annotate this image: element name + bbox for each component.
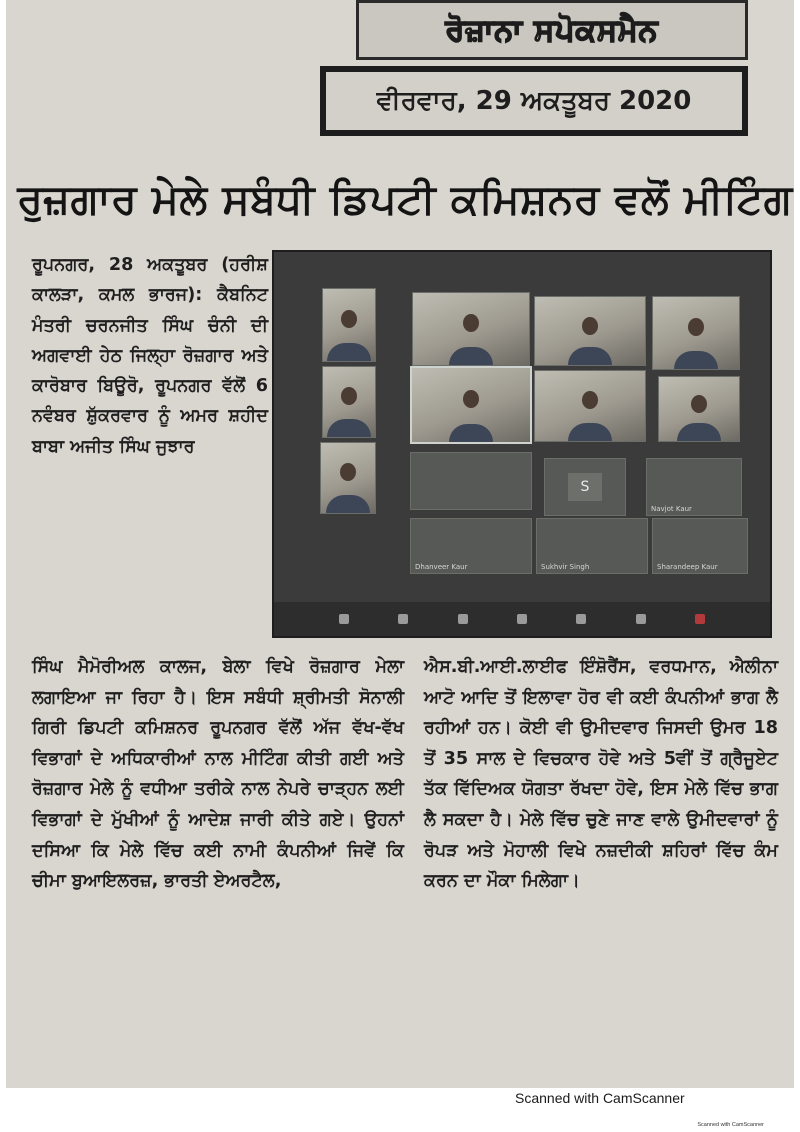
masthead-title: ਰੋਜ਼ਾਨਾ ਸਪੋਕਸਮੈਨ xyxy=(445,12,659,48)
headline-area xyxy=(17,152,793,246)
participant-name: Navjot Kaur xyxy=(651,505,692,513)
active-speaker-tile xyxy=(410,366,532,444)
participant-tile xyxy=(646,458,742,516)
record-icon xyxy=(636,614,646,624)
chat-icon xyxy=(517,614,527,624)
participant-tile xyxy=(652,518,748,574)
end-call-icon xyxy=(695,614,705,624)
participant-tile xyxy=(412,292,530,366)
scanner-small-watermark: Scanned with CamScanner xyxy=(697,1122,764,1128)
share-screen-icon xyxy=(576,614,586,624)
participant-initial: S xyxy=(568,473,602,501)
participants-icon xyxy=(458,614,468,624)
participant-initial-tile xyxy=(544,458,626,516)
newspaper-masthead xyxy=(356,0,748,60)
publication-date: ਵੀਰਵਾਰ, 29 ਅਕਤੂਬਰ 2020 xyxy=(376,85,692,116)
participant-name: Sharandeep Kaur xyxy=(657,563,718,571)
microphone-icon xyxy=(339,614,349,624)
participant-tile xyxy=(322,288,376,362)
participant-tile xyxy=(320,442,376,514)
participant-tile xyxy=(652,296,740,370)
article-right-column: ਐਸ.ਬੀ.ਆਈ.ਲਾਈਫ ਇੰਸ਼ੋਰੈਂਸ, ਵਰਧਮਾਨ, ਐਲੀਨਾ ਆਟੋ ਆਦਿ ਤੋਂ ਇਲਾਵਾ ਹੋਰ ਵੀ ਕਈ ਕੰਪਨੀਆਂ ਭਾਗ ਲੈ ਰਹੀਆਂ ਹਨ। ਕੋਈ ਵੀ ਉਮੀਦਵਾਰ ਜਿਸਦੀ ਉਮਰ 18 ਤੋਂ 35 ਸਾਲ ਦੇ ਵਿਚਕਾਰ ਹੋਵੇ ਅਤੇ 5ਵੀਂ ਤੋਂ ਗ੍ਰੈਜੂਏਟ ਤੱਕ ਵਿੱਦਿਅਕ ਯੋਗਤਾ ਰੱਖਦਾ ਹੋਵੇ, ਇਸ ਮੇਲੇ ਵਿੱਚ ਭਾਗ ਲੈ ਸਕਦਾ ਹੈ। ਮੇਲੇ ਵਿੱਚ ਚੁਣੇ ਜਾਣ ਵਾਲੇ ਉਮੀਦਵਾਰਾਂ ਨੂੰ ਰੋਪੜ ਅਤੇ ਮੋਹਾਲੀ ਵਿਖੇ ਨਜ਼ਦੀਕੀ ਸ਼ਹਿਰਾਂ ਵਿੱਚ ਕੰਮ ਕਰਨ ਦਾ ਮੌਕਾ ਮਿਲੇਗਾ। xyxy=(424,657,778,892)
meeting-toolbar xyxy=(274,602,770,636)
participant-tile xyxy=(536,518,648,574)
scanner-watermark: Scanned with CamScanner xyxy=(515,1090,685,1106)
video-camera-icon xyxy=(398,614,408,624)
newspaper-clipping xyxy=(6,0,794,1088)
article-intro: ਰੂਪਨਗਰ, 28 ਅਕਤੂਬਰ (ਹਰੀਸ਼ ਕਾਲੜਾ, ਕਮਲ ਭਾਰਜ): ਕੈਬਨਿਟ ਮੰਤਰੀ ਚਰਨਜੀਤ ਸਿੰਘ ਚੰਨੀ ਦੀ ਅਗਵਾਈ ਹੇਠ ਜਿਲ੍ਹਾ ਰੋਜ਼ਗਾਰ ਅਤੇ ਕਾਰੋਬਾਰ ਬਿਊਰੋ, ਰੂਪਨਗਰ ਵੱਲੋਂ 6 ਨਵੰਬਰ ਸ਼ੁੱਕਰਵਾਰ ਨੂੰ ਅਮਰ ਸ਼ਹੀਦ ਬਾਬਾ ਅਜੀਤ ਸਿੰਘ ਜੁਝਾਰ xyxy=(32,255,268,457)
participant-tile xyxy=(410,452,532,510)
article-left-column: ਸਿੰਘ ਮੈਮੋਰੀਅਲ ਕਾਲਜ, ਬੇਲਾ ਵਿਖੇ ਰੋਜ਼ਗਾਰ ਮੇਲਾ ਲਗਾਇਆ ਜਾ ਰਿਹਾ ਹੈ। ਇਸ ਸਬੰਧੀ ਸ਼੍ਰੀਮਤੀ ਸੋਨਾਲੀ ਗਿਰੀ ਡਿਪਟੀ ਕਮਿਸ਼ਨਰ ਰੂਪਨਗਰ ਵੱਲੋਂ ਅੱਜ ਵੱਖ-ਵੱਖ ਵਿਭਾਗਾਂ ਦੇ ਅਧਿਕਾਰੀਆਂ ਨਾਲ ਮੀਟਿੰਗ ਕੀਤੀ ਗਈ ਅਤੇ ਰੋਜ਼ਗਾਰ ਮੇਲੇ ਨੂੰ ਵਧੀਆ ਤਰੀਕੇ ਨਾਲ ਨੇਪਰੇ ਚਾੜ੍ਹਨ ਲਈ ਵਿਭਾਗਾਂ ਦੇ ਮੁੱਖੀਆਂ ਨੂੰ ਆਦੇਸ਼ ਜਾਰੀ ਕੀਤੇ ਗਏ। ਉਹਨਾਂ ਦਸਿਆ ਕਿ ਮੇਲੇ ਵਿੱਚ ਕਈ ਨਾਮੀ ਕੰਪਨੀਆਂ ਜਿਵੇਂ ਕਿ ਚੀਮਾ ਬੁਆਇਲਰਜ਼, ਭਾਰਤੀ ਏਅਰਟੈਲ, xyxy=(32,657,404,892)
participant-name: Dhanveer Kaur xyxy=(415,563,468,571)
article-headline: ਰੁਜ਼ਗਾਰ ਮੇਲੇ ਸਬੰਧੀ ਡਿਪਟੀ ਕਮਿਸ਼ਨਰ ਵਲੋਂ ਮੀਟਿੰਗ xyxy=(17,174,793,223)
participant-tile xyxy=(534,296,646,366)
participant-name: Sukhvir Singh xyxy=(541,563,590,571)
participant-tile xyxy=(534,370,646,442)
participant-tile xyxy=(658,376,740,442)
participant-tile xyxy=(410,518,532,574)
date-box xyxy=(320,66,748,136)
participant-tile xyxy=(322,366,376,438)
video-meeting-photo xyxy=(272,250,772,638)
